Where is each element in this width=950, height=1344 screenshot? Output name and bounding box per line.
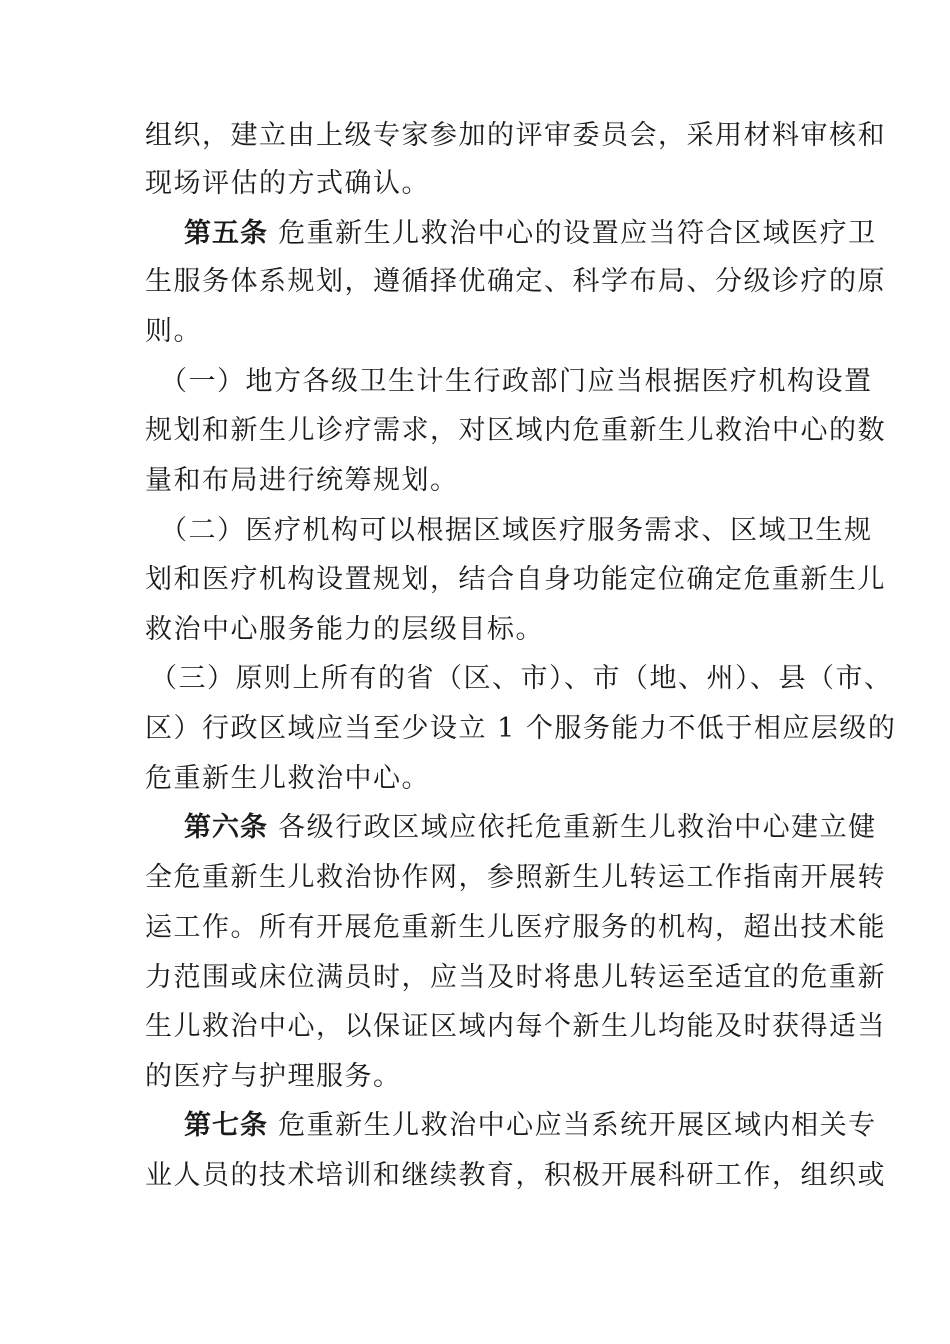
text-span: 各级行政区域应依托危重新生儿救治中心建立健 [278,812,877,843]
text-line: 生儿救治中心，以保证区域内每个新生儿均能及时获得适当 [145,1011,886,1042]
text-line: 危重新生儿救治中心。 [145,763,430,794]
text-line: 力范围或床位满员时，应当及时将患儿转运至适宜的危重新 [145,962,886,993]
text-line: 运工作。所有开展危重新生儿医疗服务的机构，超出技术能 [145,912,886,943]
text-line: 区）行政区域应当至少设立 1 个服务能力不低于相应层级的 [145,713,897,744]
article-6-line [184,810,877,846]
article-heading: 第七条 [184,1110,268,1141]
text-line: 现场评估的方式确认。 [145,168,430,199]
text-line: 组织，建立由上级专家参加的评审委员会，采用材料审核和 [145,120,886,151]
article-7-line [184,1108,877,1144]
text-line: 则。 [145,316,202,347]
text-line: （一）地方各级卫生计生行政部门应当根据医疗机构设置 [160,366,873,397]
text-line: 救治中心服务能力的层级目标。 [145,614,544,645]
text-line: 量和布局进行统筹规划。 [145,465,459,496]
article-heading: 第五条 [184,218,268,249]
text-line: （三）原则上所有的省（区、市）、市（地、州）、县（市、 [150,663,893,694]
text-line: 业人员的技术培训和继续教育，积极开展科研工作，组织或 [145,1160,886,1191]
text-line: 全危重新生儿救治协作网，参照新生儿转运工作指南开展转 [145,862,886,893]
text-line: 生服务体系规划，遵循择优确定、科学布局、分级诊疗的原 [145,266,886,297]
text-span: 危重新生儿救治中心应当系统开展区域内相关专 [278,1110,877,1141]
article-5-line [184,216,877,252]
text-span: 危重新生儿救治中心的设置应当符合区域医疗卫 [278,218,877,249]
text-line: 规划和新生儿诊疗需求，对区域内危重新生儿救治中心的数 [145,415,886,446]
text-line: 划和医疗机构设置规划，结合自身功能定位确定危重新生儿 [145,564,886,595]
text-line: （二）医疗机构可以根据区域医疗服务需求、区域卫生规 [160,515,873,546]
article-heading: 第六条 [184,812,268,843]
text-line: 的医疗与护理服务。 [145,1061,402,1092]
